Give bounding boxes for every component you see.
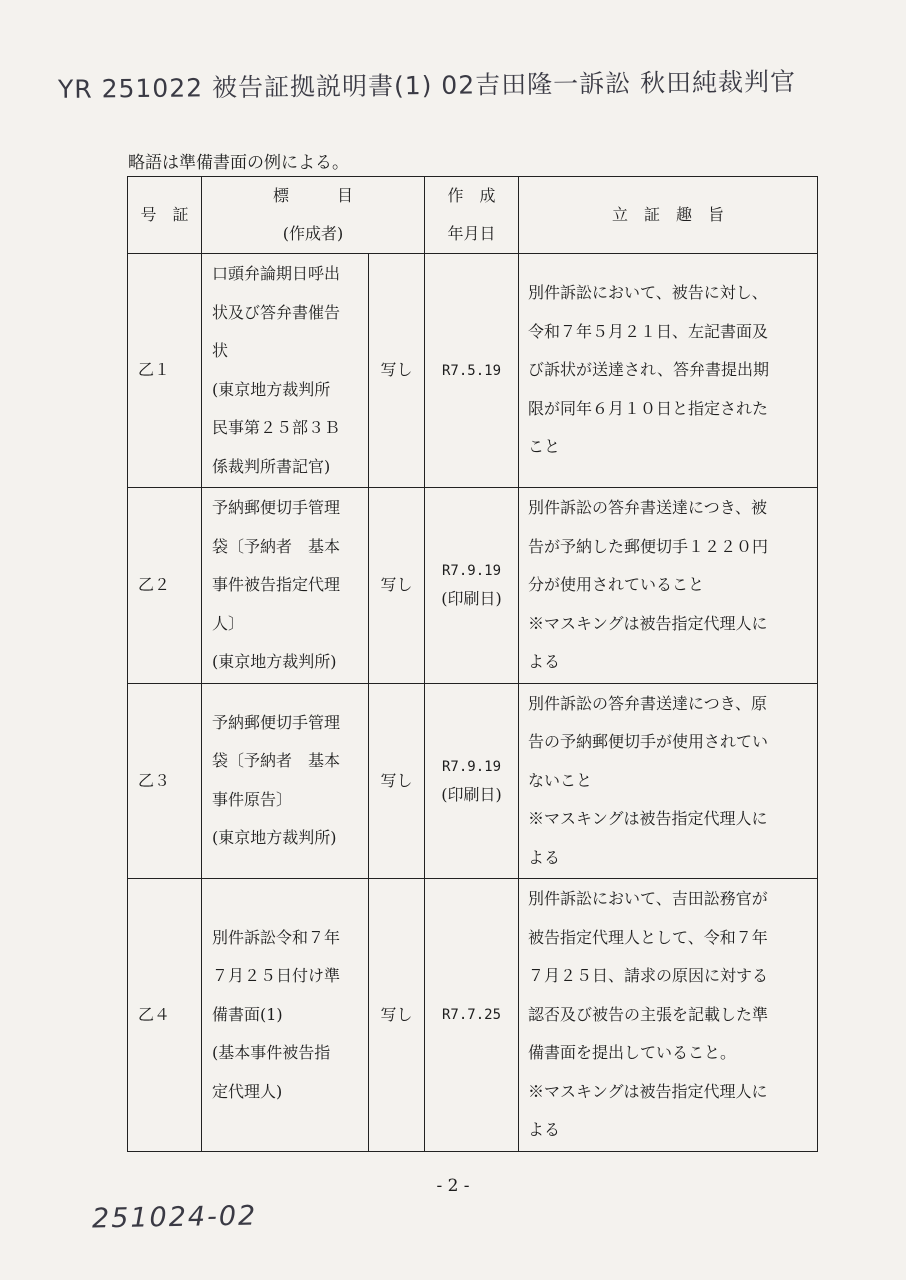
purpose-line: 告の予納郵便切手が使用されてい: [528, 732, 769, 751]
title-line: (東京地方裁判所): [212, 652, 337, 671]
purpose-line: 別件訴訟の答弁書送達につき、原: [528, 693, 768, 713]
exhibit-kind: 写し: [369, 879, 425, 1152]
title-line: (東京地方裁判所): [212, 828, 337, 848]
purpose-line: よる: [528, 652, 561, 671]
title-line: 口頭弁論期日呼出: [212, 264, 341, 283]
header-number: 号 証: [128, 177, 202, 254]
exhibit-date: [425, 879, 519, 1152]
purpose-line: 別件訴訟において、被告に対し、: [528, 283, 768, 303]
date-value: R7.5.19: [442, 362, 502, 379]
purpose-line: 告が予納した郵便切手１２２０円: [528, 536, 769, 556]
purpose-line: こと: [528, 437, 561, 457]
exhibit-purpose: [519, 683, 818, 879]
title-line: 別件訴訟令和７年: [212, 927, 341, 947]
purpose-line: ※マスキングは被告指定代理人に: [528, 809, 768, 828]
title-line: 事件原告〕: [212, 789, 293, 809]
purpose-line: 別件訴訟において、吉田訟務官が: [528, 889, 768, 908]
purpose-line: び訴状が送達され、答弁書提出期: [528, 360, 769, 380]
table-header-row: [128, 177, 818, 254]
purpose-line: ７月２５日、請求の原因に対する: [528, 966, 769, 985]
title-line: 状及び答弁書催告: [212, 302, 341, 322]
exhibit-date: [425, 683, 519, 879]
purpose-line: ※マスキングは被告指定代理人に: [528, 1081, 768, 1101]
date-value: R7.9.19: [442, 758, 502, 775]
exhibit-number: 乙１: [128, 254, 202, 488]
purpose-line: ないこと: [528, 770, 593, 790]
table-row: [128, 488, 818, 684]
purpose-line: ※マスキングは被告指定代理人に: [528, 613, 768, 633]
table-row: [128, 683, 818, 879]
handwritten-header-note: YR 251022 被告証拠説明書(1) 02吉田隆一訴訟 秋田純裁判官: [57, 67, 797, 104]
purpose-line: よる: [528, 1120, 561, 1139]
title-line: (東京地方裁判所: [212, 379, 331, 399]
exhibit-purpose: [519, 488, 818, 684]
exhibit-date: [425, 488, 519, 684]
purpose-line: 分が使用されていること: [528, 575, 705, 594]
title-line: 予納郵便切手管理: [212, 712, 341, 732]
title-line: 定代理人): [212, 1081, 283, 1101]
exhibit-kind: 写し: [369, 254, 425, 488]
title-line: (基本事件被告指: [212, 1043, 331, 1062]
table-row: [128, 879, 818, 1152]
handwritten-footer-note: 251024-02: [91, 1200, 258, 1235]
exhibit-kind: 写し: [369, 488, 425, 684]
purpose-line: 被告指定代理人として、令和７年: [528, 927, 768, 947]
exhibit-title: [202, 683, 369, 879]
abbreviation-note: 略語は準備書面の例による。: [128, 153, 349, 173]
title-line: 係裁判所書記官): [212, 456, 331, 476]
exhibit-title: [202, 488, 369, 684]
title-line: 民事第２５部３Ｂ: [212, 418, 341, 437]
purpose-line: 認否及び被告の主張を記載した準: [528, 1004, 769, 1024]
purpose-line: 令和７年５月２１日、左記書面及: [528, 321, 769, 341]
exhibit-number: 乙２: [128, 488, 202, 684]
title-line: 袋〔予納者 基本: [212, 536, 341, 556]
title-line: 備書面(1): [212, 1004, 283, 1024]
header-title: 標 目 (作成者): [202, 177, 425, 254]
exhibit-title: [202, 879, 369, 1152]
evidence-table: [127, 176, 818, 1152]
exhibit-purpose: [519, 879, 818, 1152]
date-value: R7.7.25: [442, 1006, 502, 1023]
title-line: 事件被告指定代理: [212, 575, 341, 594]
exhibit-purpose: [519, 254, 818, 488]
exhibit-date: [425, 254, 519, 488]
table-row: [128, 254, 818, 488]
date-value: R7.9.19: [442, 563, 502, 580]
purpose-line: 備書面を提出していること。: [528, 1043, 737, 1062]
header-date: 作 成 年月日: [425, 177, 519, 254]
exhibit-number: 乙３: [128, 683, 202, 879]
exhibit-number: 乙４: [128, 879, 202, 1152]
purpose-line: 別件訴訟の答弁書送達につき、被: [528, 498, 768, 517]
header-purpose: 立 証 趣 旨: [519, 177, 818, 254]
page-number: - 2 -: [436, 1176, 470, 1196]
exhibit-kind: 写し: [369, 683, 425, 879]
title-line: 状: [212, 341, 229, 360]
date-note: (印刷日): [441, 589, 502, 609]
title-line: 袋〔予納者 基本: [212, 751, 341, 771]
title-line: ７月２５日付け準: [212, 966, 341, 985]
title-line: 予納郵便切手管理: [212, 498, 341, 517]
purpose-line: よる: [528, 847, 561, 867]
exhibit-title: [202, 254, 369, 488]
title-line: 人〕: [212, 613, 245, 633]
date-note: (印刷日): [441, 784, 502, 804]
purpose-line: 限が同年６月１０日と指定された: [528, 398, 769, 418]
